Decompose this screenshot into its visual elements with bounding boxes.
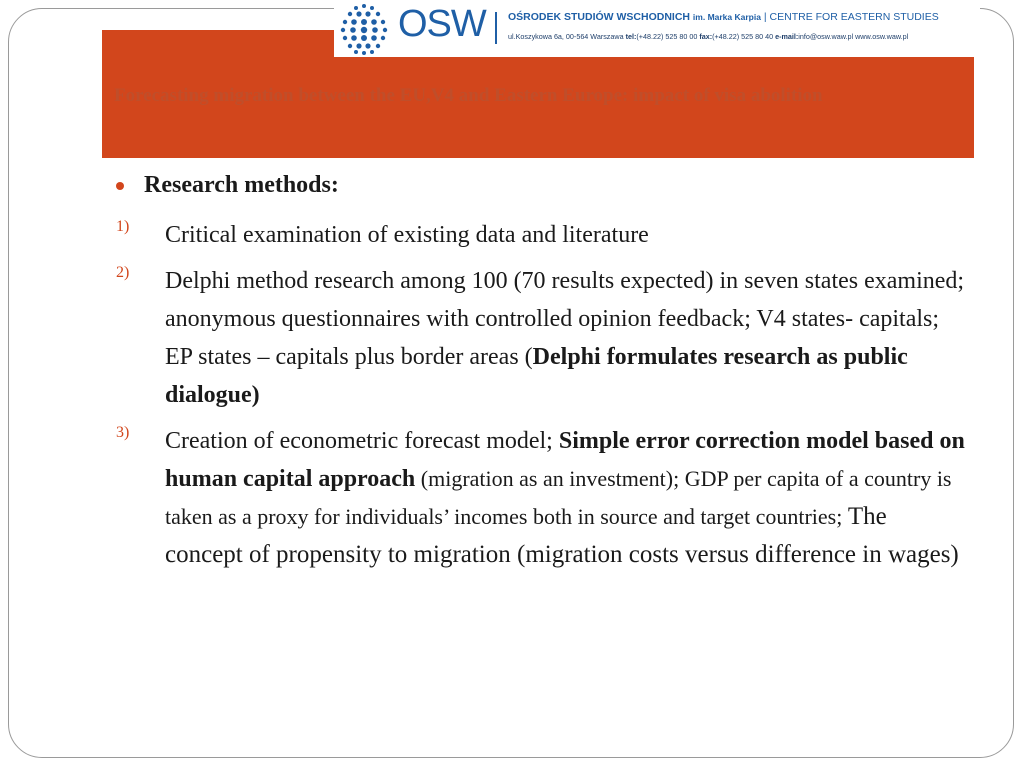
- list-item-number: 2): [116, 264, 130, 281]
- research-methods-heading: Research methods:: [144, 172, 339, 198]
- logo-org-suffix: im. Marka Karpia: [692, 12, 761, 22]
- list-item-text: [165, 262, 966, 414]
- slide-body: [116, 168, 966, 574]
- list-item: [116, 422, 966, 574]
- slide-title: Forecasting migration between the EU,V4 and Eastern Europe: impact of visa abolition: [114, 85, 823, 106]
- item-2-bold-text: Delphi formulates research as public dialogue): [165, 344, 908, 408]
- logo-org-line: [508, 11, 939, 23]
- list-item-text: Critical examination of existing data and literature: [165, 222, 649, 248]
- logo-org-en: CENTRE FOR EASTERN STUDIES: [769, 11, 939, 23]
- list-item-number: 1): [116, 218, 130, 235]
- item-3-text-concept: The concept of propensity to migration (migration costs versus difference in wages): [165, 503, 959, 568]
- logo-email-label: e-mail:: [775, 32, 799, 41]
- research-methods-bullet: [116, 168, 966, 208]
- logo-fax: (+48.22) 525 80 40: [712, 32, 774, 41]
- list-item-number: 3): [116, 424, 130, 441]
- list-item: [116, 262, 966, 414]
- bullet-dot: [116, 182, 124, 190]
- item-3-text: Creation of econometric forecast model;: [165, 428, 559, 454]
- item-2-text: Delphi method research among 100 (70 results expected) in seven states examined; anonymous questionnaires with controlled opinion feedback; V4 states- capitals; EP states – capitals plus border areas (: [165, 268, 965, 370]
- item-3-bold-text: Simple error correction model based on human capital approach: [165, 428, 965, 492]
- logo-fax-label: fax:: [699, 32, 713, 41]
- logo-separator: |: [763, 11, 767, 23]
- logo-org-pl: OŚRODEK STUDIÓW WSCHODNICH: [508, 11, 690, 23]
- logo-wordmark: OSW: [398, 3, 486, 45]
- item-3-text-continued: (migration as an investment); GDP per capita of a country is taken as a proxy for individuals’ incomes both in source and target countries;: [165, 466, 952, 529]
- logo-divider: [495, 12, 497, 44]
- logo-email: info@osw.waw.pl: [798, 32, 854, 41]
- list-item: [116, 216, 966, 254]
- list-item-text: [165, 422, 966, 574]
- globe-icon: [334, 0, 394, 57]
- logo-website: www.osw.waw.pl: [855, 32, 909, 41]
- logo-tel-label: tel:: [625, 32, 637, 41]
- logo-address: ul.Koszykowa 6a, 00-564 Warszawa: [508, 32, 624, 41]
- logo-contact-line: [508, 32, 908, 41]
- logo-tel: (+48.22) 525 80 00: [636, 32, 698, 41]
- osw-logo: [334, 0, 980, 57]
